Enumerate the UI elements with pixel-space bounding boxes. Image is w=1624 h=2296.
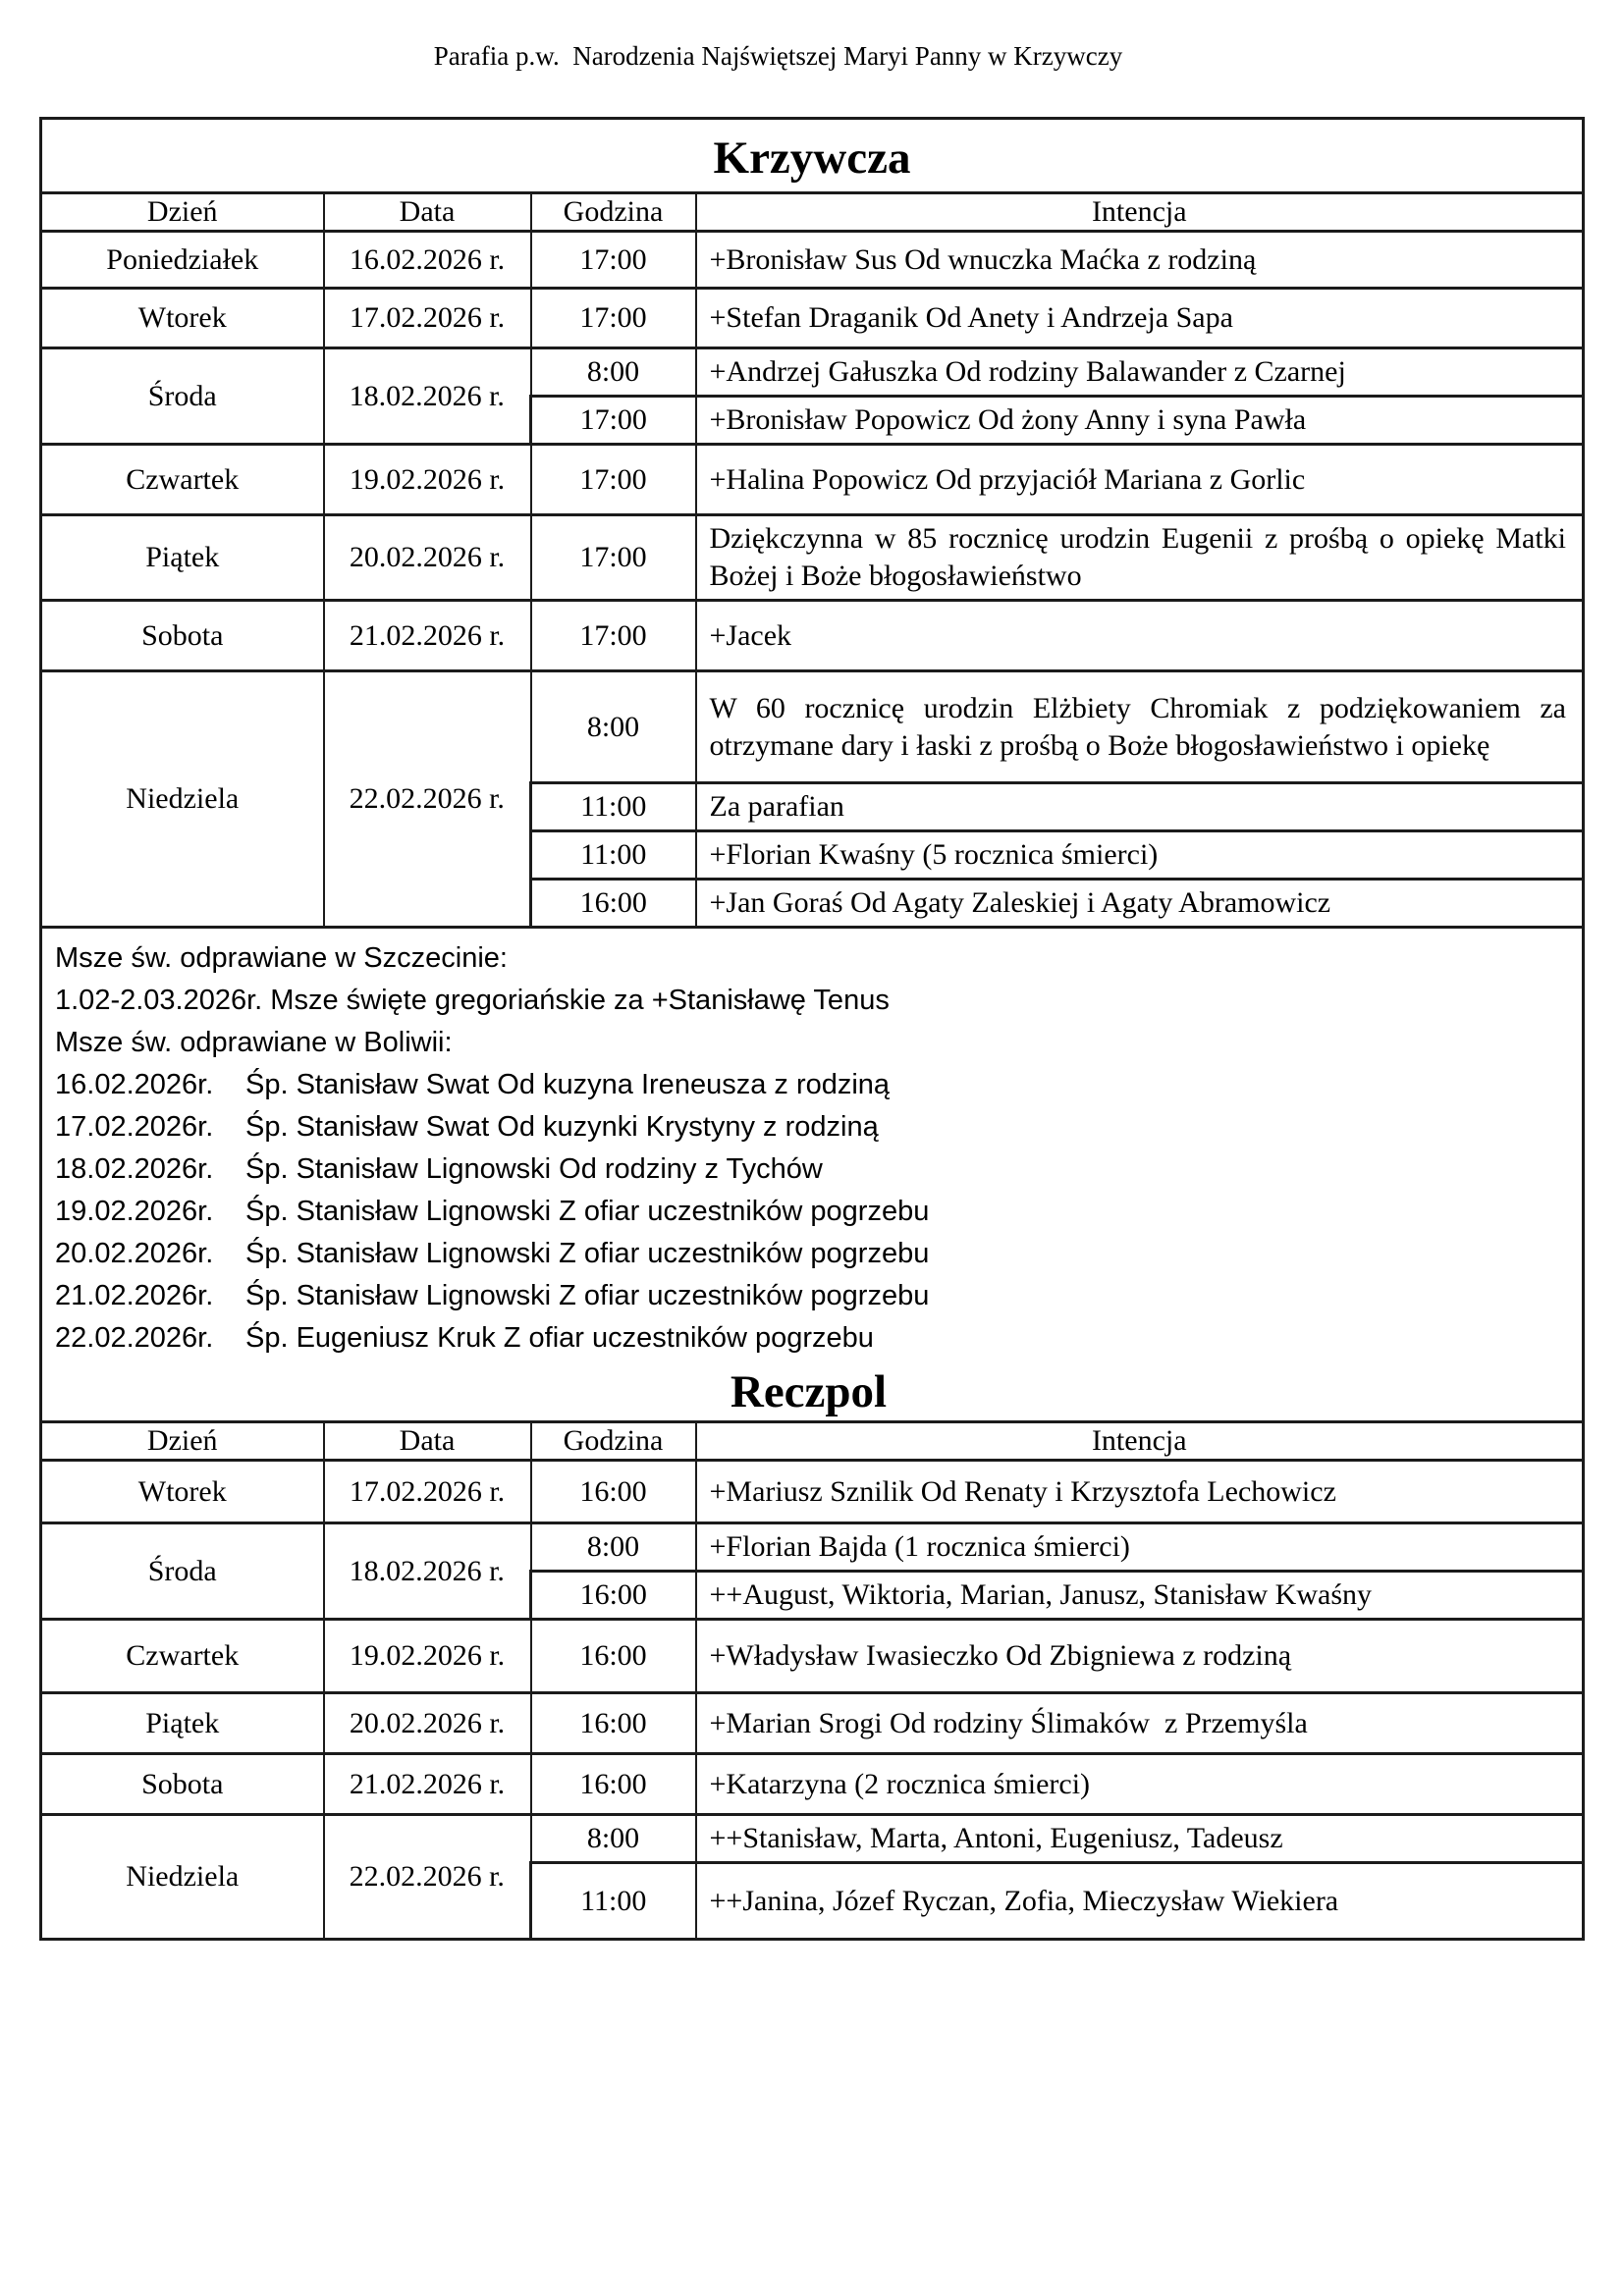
intention-cell: ++Janina, Józef Ryczan, Zofia, Mieczysław Wiekiera [696,1863,1584,1940]
time-cell: 8:00 [531,671,696,783]
page-title: Parafia p.w. Narodzenia Najświętszej Maryi Panny w Krzywczy [433,41,1123,71]
schedule-row [41,1461,1584,1523]
day-cell: Wtorek [41,289,324,348]
day-cell: Niedziela [41,1815,324,1940]
schedule-row [41,601,1584,671]
time-cell: 17:00 [531,289,696,348]
schedule-row [41,1693,1584,1754]
note-text: Śp. Stanisław Lignowski Od rodziny z Tychów [245,1153,823,1185]
day-cell: Piątek [41,515,324,601]
time-cell: 16:00 [531,1620,696,1693]
date-cell: 17.02.2026 r. [324,1461,531,1523]
column-header-data: Data [324,1422,531,1461]
column-header-row [41,1422,1584,1461]
note-text: Śp. Stanisław Lignowski Z ofiar uczestników pogrzebu [245,1196,930,1227]
note-line [55,1317,1562,1360]
column-header-intencja: Intencja [696,193,1584,232]
intention-cell: Dziękczynna w 85 rocznicę urodzin Eugenii z prośbą o opiekę Matki Bożej i Boże błogosławieństwo [696,515,1584,601]
date-cell: 19.02.2026 r. [324,445,531,515]
column-header-intencja: Intencja [696,1422,1584,1461]
day-cell: Niedziela [41,671,324,928]
date-cell: 20.02.2026 r. [324,1693,531,1754]
day-cell: Piątek [41,1693,324,1754]
time-cell: 16:00 [531,1572,696,1620]
date-cell: 21.02.2026 r. [324,1754,531,1815]
document-sheet [39,117,1585,1941]
note-date: 17.02.2026r. [55,1111,214,1143]
time-cell: 17:00 [531,397,696,445]
note-text: Śp. Stanisław Swat Od kuzynki Krystyny z rodziną [245,1111,879,1143]
time-cell: 17:00 [531,601,696,671]
note-date: 22.02.2026r. [55,1322,214,1354]
intention-cell: ++Stanisław, Marta, Antoni, Eugeniusz, Tadeusz [696,1815,1584,1863]
date-cell: 16.02.2026 r. [324,232,531,289]
schedule-table-krzywcza [39,191,1585,929]
note-date: 19.02.2026r. [55,1196,214,1227]
intention-cell: +Bronisław Sus Od wnuczka Maćka z rodziną [696,232,1584,289]
notes-block [39,929,1585,1420]
schedule-row [41,445,1584,515]
date-cell: 18.02.2026 r. [324,1523,531,1620]
time-cell: 11:00 [531,831,696,880]
time-cell: 16:00 [531,880,696,928]
day-cell: Poniedziałek [41,232,324,289]
time-cell: 17:00 [531,515,696,601]
date-cell: 20.02.2026 r. [324,515,531,601]
intention-cell: +Andrzej Gałuszka Od rodziny Balawander z Czarnej [696,348,1584,397]
date-cell: 17.02.2026 r. [324,289,531,348]
intention-cell: ++August, Wiktoria, Marian, Janusz, Stanisław Kwaśny [696,1572,1584,1620]
time-cell: 11:00 [531,783,696,831]
schedule-row [41,232,1584,289]
intention-cell: +Marian Srogi Od rodziny Ślimaków z Przemyśla [696,1693,1584,1754]
intention-cell: +Stefan Draganik Od Anety i Andrzeja Sapa [696,289,1584,348]
time-cell: 16:00 [531,1693,696,1754]
schedule-row [41,1754,1584,1815]
day-cell: Środa [41,348,324,445]
column-header-godzina: Godzina [531,193,696,232]
note-date: 18.02.2026r. [55,1153,214,1185]
day-cell: Czwartek [41,1620,324,1693]
time-cell: 16:00 [531,1754,696,1815]
note-text: Śp. Stanisław Lignowski Z ofiar uczestników pogrzebu [245,1238,930,1269]
intention-cell: W 60 rocznicę urodzin Elżbiety Chromiak z podziękowaniem za otrzymane dary i łaski z prośbą o Boże błogosławieństwo i opiekę [696,671,1584,783]
column-header-data: Data [324,193,531,232]
schedule-row [41,515,1584,601]
note-line [55,1064,1562,1106]
intention-cell: +Bronisław Popowicz Od żony Anny i syna Pawła [696,397,1584,445]
section-title-krzywcza: Krzywcza [39,117,1585,191]
column-header-dzień: Dzień [41,1422,324,1461]
column-header-dzień: Dzień [41,193,324,232]
schedule-row [41,1815,1584,1863]
note-line: Msze św. odprawiane w Boliwii: [55,1027,453,1058]
schedule-row [41,1523,1584,1572]
note-text: Śp. Stanisław Lignowski Z ofiar uczestników pogrzebu [245,1280,930,1311]
note-date: 20.02.2026r. [55,1238,214,1269]
schedule-row [41,348,1584,397]
intention-cell: +Jacek [696,601,1584,671]
time-cell: 8:00 [531,1523,696,1572]
note-date: 16.02.2026r. [55,1069,214,1100]
note-line [55,1148,1562,1191]
time-cell: 8:00 [531,1815,696,1863]
time-cell: 11:00 [531,1863,696,1940]
time-cell: 17:00 [531,445,696,515]
note-text: Śp. Eugeniusz Kruk Z ofiar uczestników pogrzebu [245,1322,874,1354]
date-cell: 18.02.2026 r. [324,348,531,445]
column-header-row [41,193,1584,232]
time-cell: 8:00 [531,348,696,397]
date-cell: 21.02.2026 r. [324,601,531,671]
note-line [55,1275,1562,1317]
note-date: 21.02.2026r. [55,1280,214,1311]
date-cell: 22.02.2026 r. [324,1815,531,1940]
note-text: Śp. Stanisław Swat Od kuzyna Ireneusza z rodziną [245,1069,891,1100]
intention-cell: +Halina Popowicz Od przyjaciół Mariana z Gorlic [696,445,1584,515]
column-header-godzina: Godzina [531,1422,696,1461]
schedule-table-reczpol [39,1420,1585,1941]
intention-cell: +Władysław Iwasieczko Od Zbigniewa z rodziną [696,1620,1584,1693]
schedule-row [41,289,1584,348]
schedule-row [41,671,1584,783]
section-title-reczpol: Reczpol [730,1366,888,1417]
schedule-row [41,1620,1584,1693]
date-cell: 19.02.2026 r. [324,1620,531,1693]
note-line: 1.02-2.03.2026r. Msze święte gregoriańskie za +Stanisławę Tenus [55,985,890,1016]
day-cell: Sobota [41,1754,324,1815]
day-cell: Wtorek [41,1461,324,1523]
intention-cell: +Florian Bajda (1 rocznica śmierci) [696,1523,1584,1572]
time-cell: 17:00 [531,232,696,289]
day-cell: Czwartek [41,445,324,515]
note-line [55,1106,1562,1148]
note-line: Msze św. odprawiane w Szczecinie: [55,942,508,974]
day-cell: Sobota [41,601,324,671]
intention-cell: +Jan Goraś Od Agaty Zaleskiej i Agaty Abramowicz [696,880,1584,928]
intention-cell: +Florian Kwaśny (5 rocznica śmierci) [696,831,1584,880]
time-cell: 16:00 [531,1461,696,1523]
intention-cell: +Katarzyna (2 rocznica śmierci) [696,1754,1584,1815]
note-line [55,1233,1562,1275]
day-cell: Środa [41,1523,324,1620]
intention-cell: Za parafian [696,783,1584,831]
note-line [55,1191,1562,1233]
date-cell: 22.02.2026 r. [324,671,531,928]
intention-cell: +Mariusz Sznilik Od Renaty i Krzysztofa Lechowicz [696,1461,1584,1523]
